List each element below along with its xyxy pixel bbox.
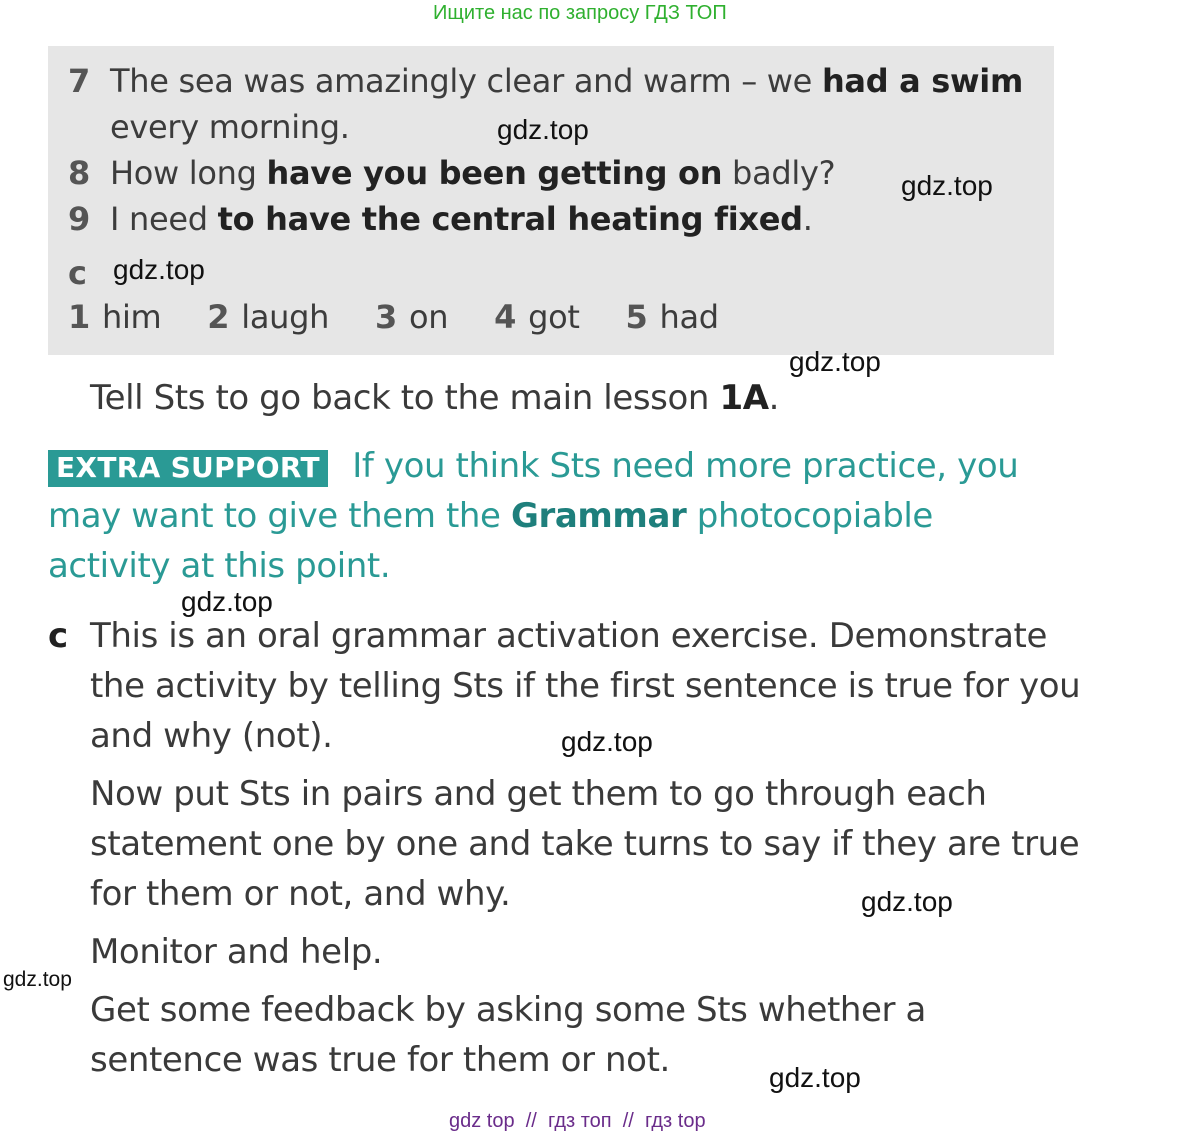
extra-support-badge: EXTRA SUPPORT bbox=[48, 450, 328, 487]
extra-support-line-2: may want to give them the Grammar photocopiable bbox=[48, 496, 933, 536]
answer-item-7 bbox=[68, 62, 1023, 100]
item-number: 9 bbox=[68, 200, 90, 238]
watermark: gdz.top bbox=[901, 170, 993, 201]
section-c-p1-line2: the activity by telling Sts if the first sentence is true for you bbox=[90, 666, 1081, 706]
watermark: gdz.top bbox=[3, 968, 72, 991]
option-3: 3 on bbox=[375, 298, 449, 336]
watermark: gdz.top bbox=[497, 114, 589, 145]
extra-support-line-1: EXTRA SUPPORT If you think Sts need more practice, you bbox=[48, 446, 1018, 486]
watermark: gdz.top bbox=[861, 886, 953, 917]
section-label: c bbox=[68, 254, 87, 292]
watermark: gdz.top bbox=[181, 586, 273, 617]
option-5: 5 had bbox=[625, 298, 719, 336]
item-text: The sea was amazingly clear and warm – we bbox=[110, 62, 822, 100]
item-text: I need bbox=[110, 200, 218, 238]
answer-item-8 bbox=[68, 154, 835, 192]
answer-item-7-continuation: every morning. bbox=[110, 108, 350, 146]
extra-support-line-3: activity at this point. bbox=[48, 546, 391, 586]
section-c-p4-line1: Get some feedback by asking some Sts whether a bbox=[90, 990, 926, 1030]
section-c-p4-line2: sentence was true for them or not. bbox=[90, 1040, 670, 1080]
section-c-p2-line2: statement one by one and take turns to say if they are true bbox=[90, 824, 1080, 864]
section-c-p2-line3: for them or not, and why. bbox=[90, 874, 511, 914]
answer-item-9 bbox=[68, 200, 813, 238]
item-text: How long bbox=[110, 154, 267, 192]
watermark: gdz.top bbox=[789, 346, 881, 377]
item-number: 8 bbox=[68, 154, 90, 192]
item-answer: had a swim bbox=[821, 62, 1024, 100]
option-2: 2 laugh bbox=[207, 298, 330, 336]
section-c-p3: Monitor and help. bbox=[90, 932, 383, 972]
watermark: gdz.top bbox=[769, 1062, 861, 1093]
item-number: 7 bbox=[68, 62, 90, 100]
header-note: Ищите нас по запросу ГДЗ ТОП bbox=[433, 2, 727, 24]
section-c-p2-line1: Now put Sts in pairs and get them to go through each bbox=[90, 774, 987, 814]
item-text-end: badly? bbox=[722, 154, 836, 192]
option-4: 4 got bbox=[494, 298, 580, 336]
watermark: gdz.top bbox=[113, 254, 205, 285]
item-answer: to have the central heating fixed bbox=[217, 200, 803, 238]
footer-note: gdz top // гдз топ // гдз top bbox=[449, 1110, 706, 1132]
section-c-p1-line1: This is an oral grammar activation exercise. Demonstrate bbox=[90, 616, 1047, 656]
section-c-p1-line3: and why (not). bbox=[90, 716, 333, 756]
watermark: gdz.top bbox=[561, 726, 653, 757]
tell-instruction: Tell Sts to go back to the main lesson 1A. bbox=[90, 378, 780, 418]
answer-section-c-label bbox=[68, 254, 110, 292]
section-c-label: c bbox=[48, 616, 69, 656]
item-text-end: . bbox=[802, 200, 813, 238]
item-answer: have you been getting on bbox=[266, 154, 723, 192]
option-1: 1 him bbox=[68, 298, 162, 336]
answer-options-row bbox=[68, 298, 755, 336]
